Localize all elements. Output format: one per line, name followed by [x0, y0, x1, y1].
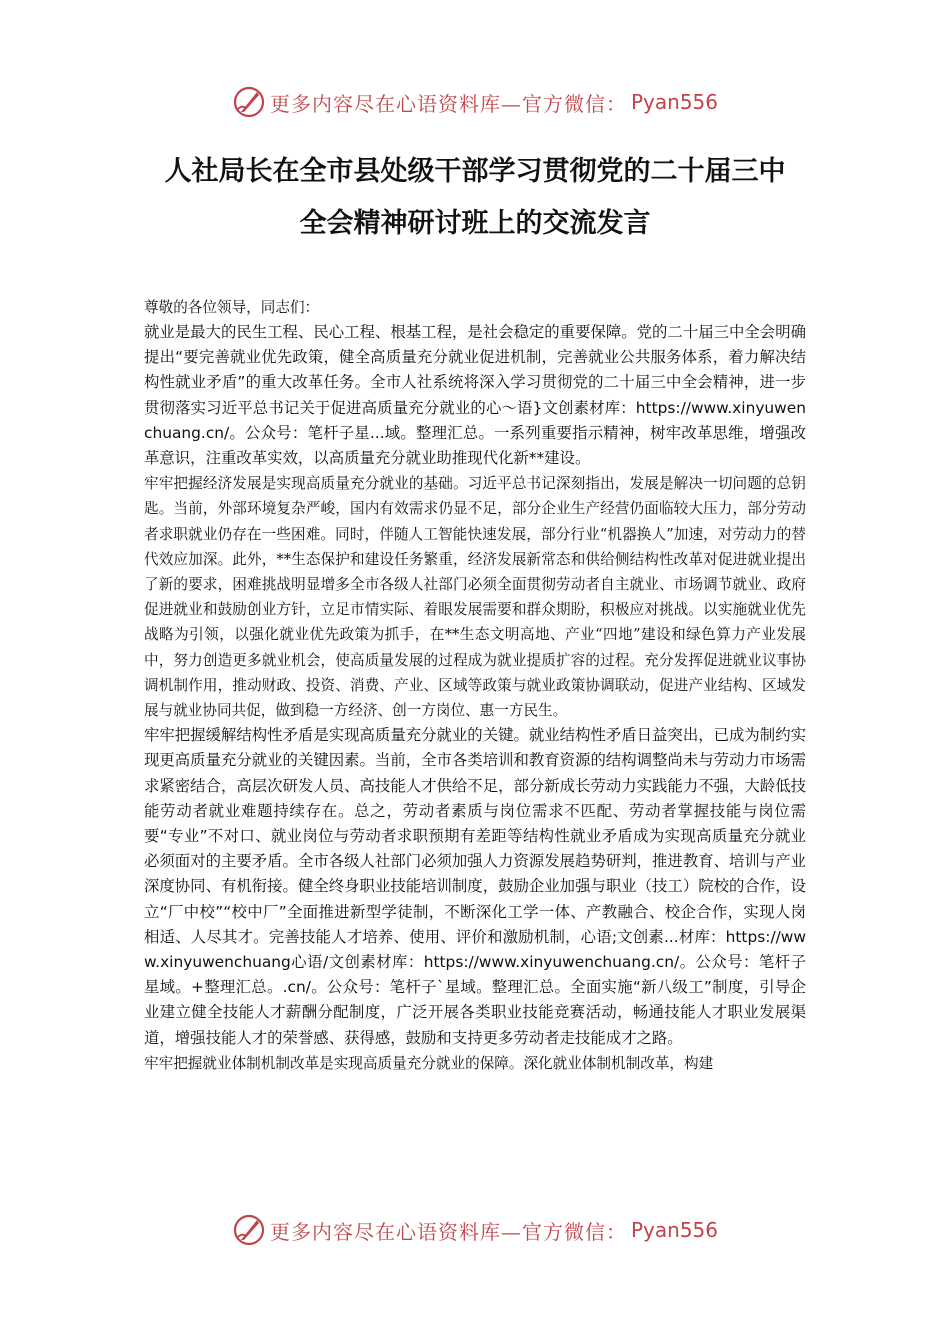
- watermark-contact: Pyan556: [630, 1218, 718, 1242]
- quill-logo-icon: [232, 1213, 266, 1247]
- watermark-text: 更多内容尽在心语资料库—官方微信：: [269, 1219, 627, 1244]
- quill-logo-icon: [232, 85, 266, 119]
- paragraph-institutional-reform: 牢牢把握就业体制机制改革是实现高质量充分就业的保障。深化就业体制机制改革，构建: [144, 1054, 714, 1072]
- paragraph-economic-development: 牢牢把握经济发展是实现高质量充分就业的基础。习近平总书记深刻指出，发展是解决一切问题的总钥匙。当前，外部环境复杂严峻，国内有效需求仍显不足，部分企业生产经营仍面临较大压力，部分劳动者求职就业仍存在一些困难。同时，伴随人工智能快速发展，部分行业“机器换人”加速，对劳动力的替代效应加深。此外，**生态保护和建设任务繁重，经济发展新常态和供给侧结构性改革对促进就业提出了新的要求，困难挑战明显增多全市各级人社部门必须全面贯彻劳动者自主就业、市场调节就业、政府促进就业和鼓励创业方针，立足市情实际、着眼发展需要和群众期盼，积极应对挑战。以实施就业优先战略为引领，以强化就业优先政策为抓手，在**生态文明高地、产业“四地”建设和绿色算力产业发展中，努力创造更多就业机会，使高质量发展的过程成为就业提质扩容的过程。充分发挥促进就业议事协调机制作用，推动财政、投资、消费、产业、区域等政策与就业政策协调联动，促进产业结构、区域发展与就业协同共促，做到稳一方经济、创一方岗位、惠一方民生。: [144, 475, 806, 720]
- watermark-banner-bottom: [0, 1208, 950, 1252]
- paragraph-structural-contradiction: 牢牢把握缓解结构性矛盾是实现高质量充分就业的关键。就业结构性矛盾日益突出，已成为制约实现更高质量充分就业的关键因素。当前，全市各类培训和教育资源的结构调整尚未与劳动力市场需求紧密结合，高层次研发人员、高技能人才供给不足，部分新成长劳动力实践能力不强，大龄低技能劳动者就业难题持续存在。总之，劳动者素质与岗位需求不匹配、劳动者掌握技能与岗位需要“专业”不对口、就业岗位与劳动者求职预期有差距等结构性就业矛盾成为实现高质量充分就业必须面对的主要矛盾。全市各级人社部门必须加强人力资源发展趋势研判，推进教育、培训与产业深度协同、有机衔接。健全终身职业技能培训制度，鼓励企业加强与职业（技工）院校的合作，设立“厂中校”“校中厂”全面推进新型学徒制，不断深化工学一体、产教融合、校企合作，实现人岗相适、人尽其才。完善技能人才培养、使用、评价和激励机制，心语;文创素...材库：https://www.xinyuwenchuang心语/文创素材库：https://www.xinyuwenchuang.cn/。公众号：笔杆子星域。+整理汇总。.cn/。公众号：笔杆子`星域。整理汇总。全面实施“新八级工”制度，引导企业建立健全技能人才薪酬分配制度，广泛开展各类职业技能竞赛活动，畅通技能人才职业发展渠道，增强技能人才的荣誉感、获得感，鼓励和支持更多劳动者走技能成才之路。: [144, 726, 806, 1047]
- watermark-contact: Pyan556: [630, 90, 718, 114]
- watermark-text: 更多内容尽在心语资料库—官方微信：: [269, 91, 627, 116]
- document-body: [144, 296, 806, 1076]
- document-title: [120, 146, 830, 250]
- watermark-banner-top: [0, 80, 950, 124]
- greeting: 尊敬的各位领导，同志们：: [144, 299, 320, 316]
- title-line-1: 人社局长在全市县处级干部学习贯彻党的二十届三中: [164, 156, 786, 187]
- title-line-2: 全会精神研讨班上的交流发言: [299, 208, 651, 239]
- paragraph-intro: 就业是最大的民生工程、民心工程、根基工程，是社会稳定的重要保障。党的二十届三中全会明确提出“要完善就业优先政策，健全高质量充分就业促进机制，完善就业公共服务体系，着力解决结构性就业矛盾”的重大改革任务。全市人社系统将深入学习贯彻党的二十届三中全会精神，进一步贯彻落实习近平总书记关于促进高质量充分就业的心～语}文创素材库：https://www.xinyuwenchuang.cn/。公众号：笔杆子星...域。整理汇总。一系列重要指示精神，树牢改革思维，增强改革意识，注重改革实效，以高质量充分就业助推现代化新**建设。: [144, 323, 806, 468]
